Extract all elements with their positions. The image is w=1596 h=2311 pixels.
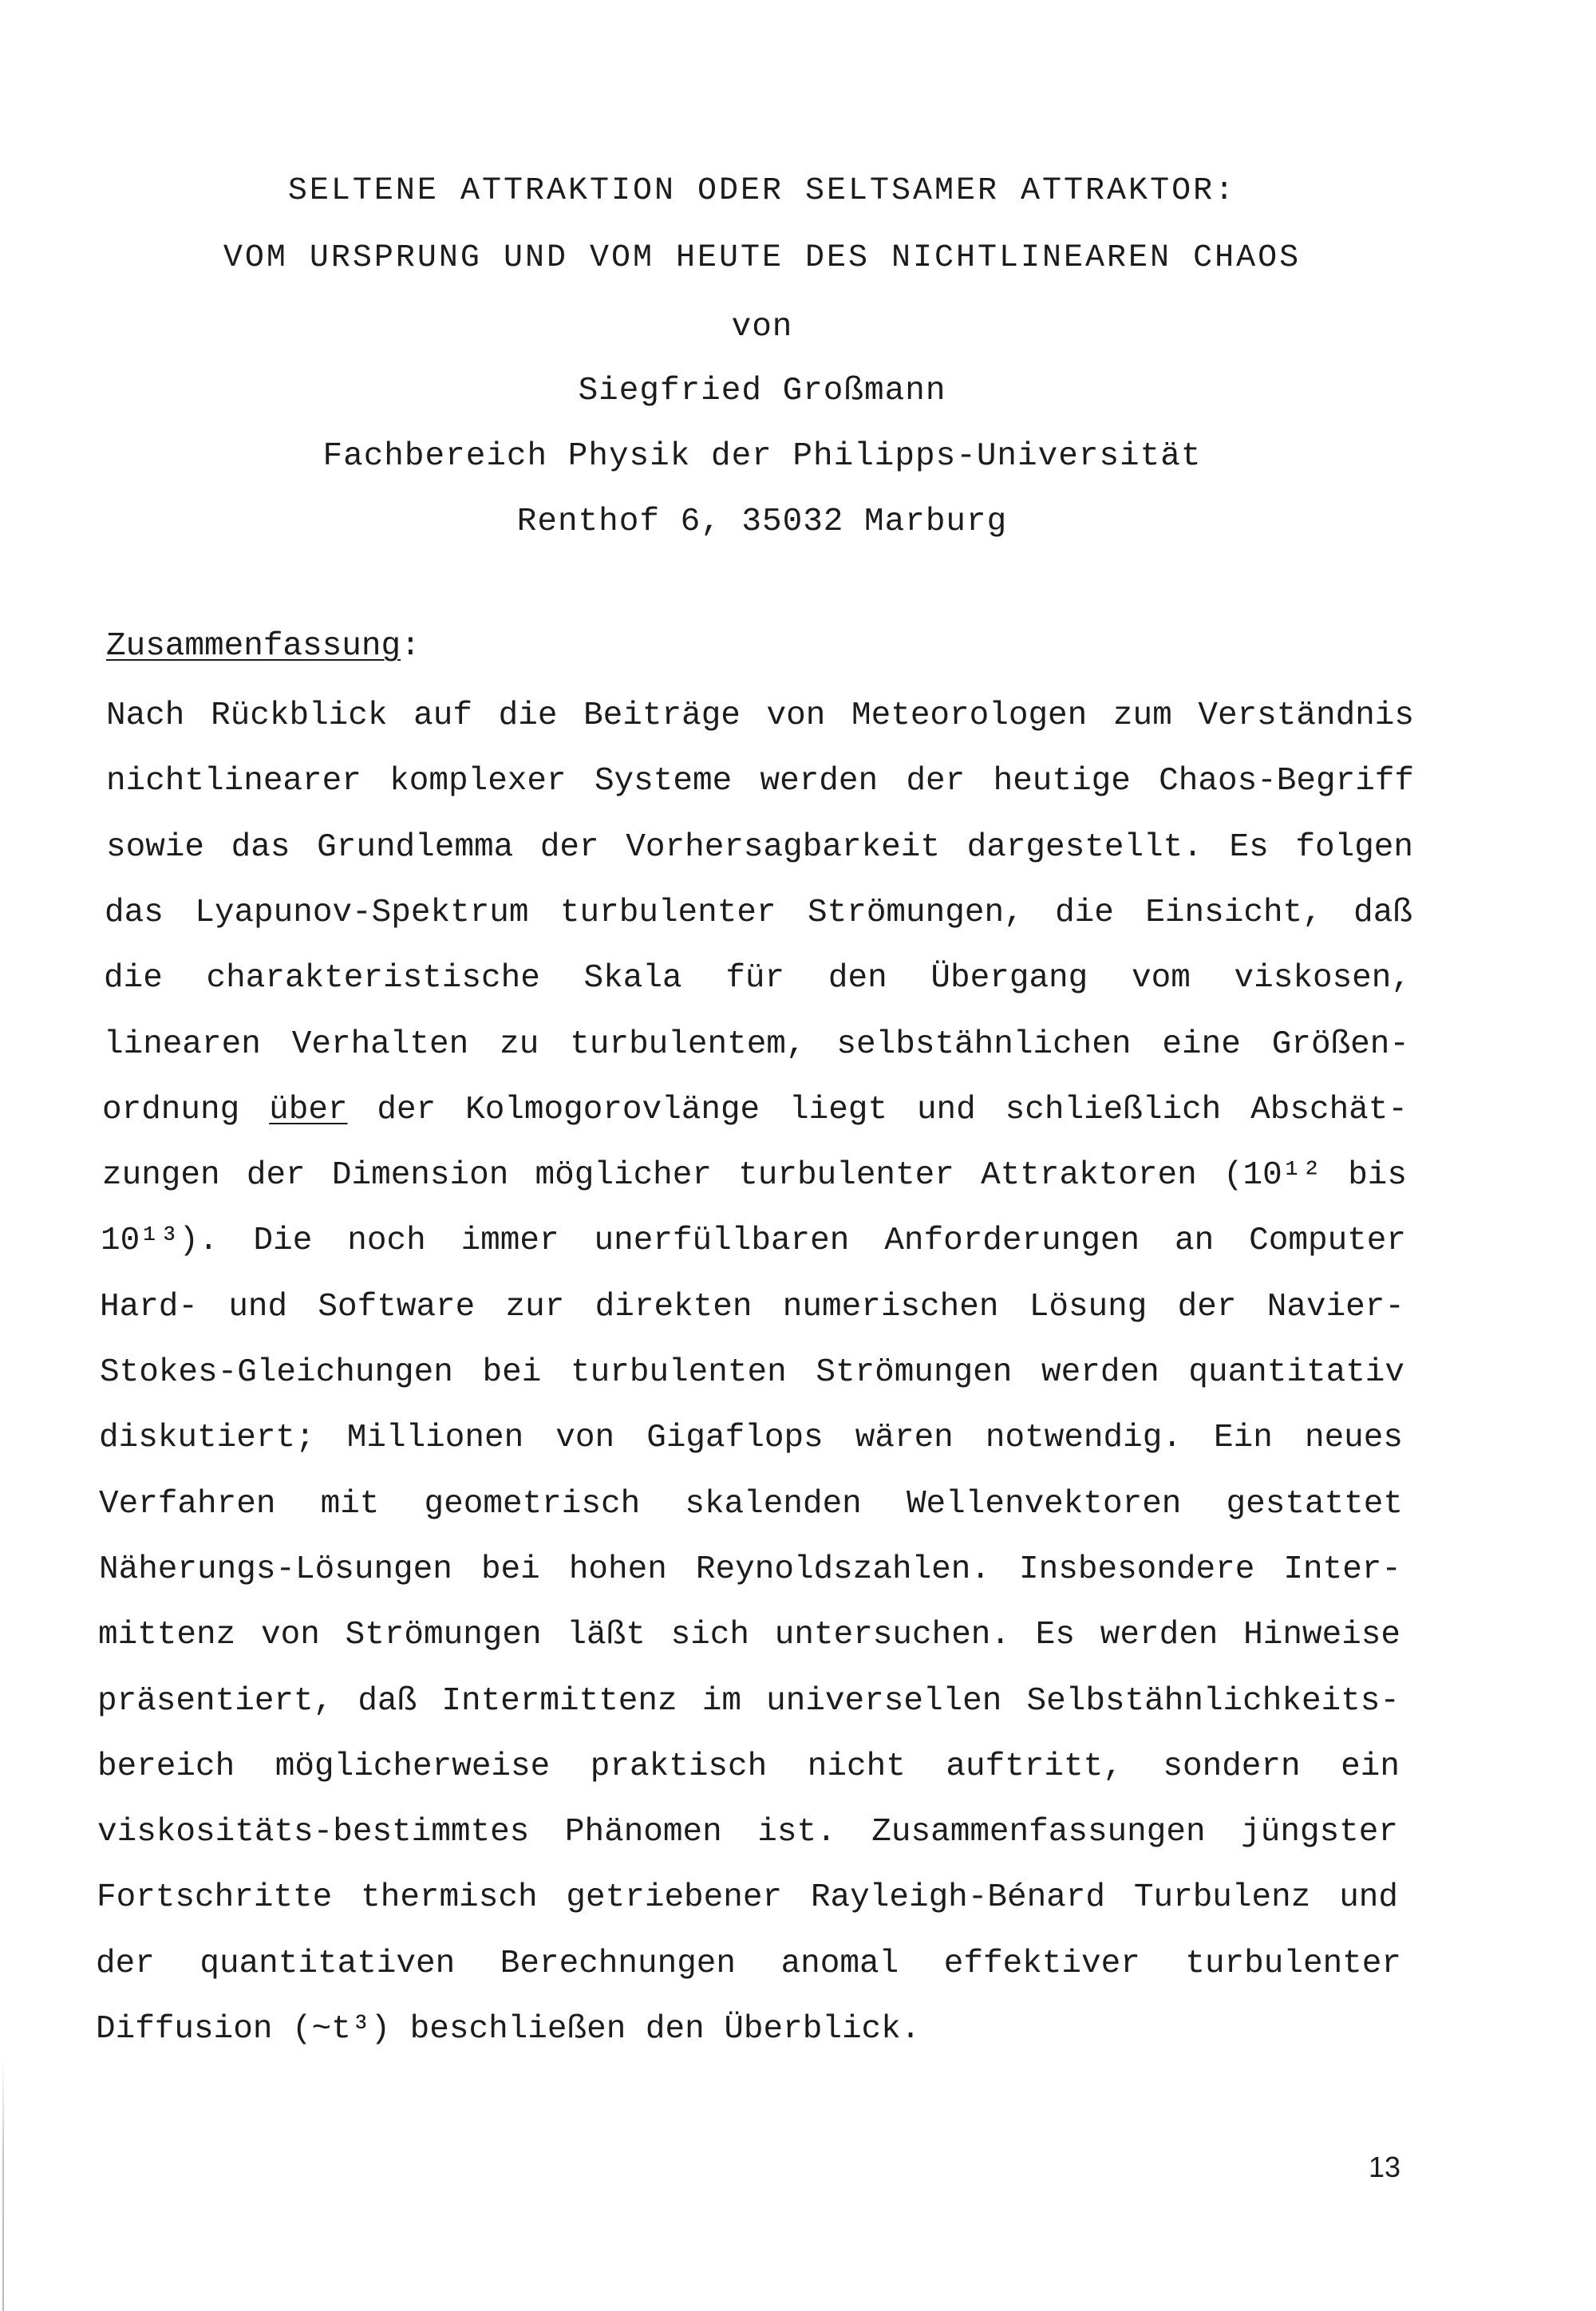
abstract-text-segment: ordnung [102,1092,270,1128]
abstract-line: präsentiert, daß Intermittenz im universellen Selbstähnlichkeits- [97,1683,1400,1720]
abstract-line: Verfahren mit geometrisch skalenden Wellenvektoren gestattet [99,1486,1403,1523]
section-heading-colon: : [401,628,421,665]
abstract-line: sowie das Grundlemma der Vorhersagbarkeit dargestellt. Es folgen [106,829,1413,866]
underlined-word: über [269,1092,348,1128]
abstract-line: linearen Verhalten zu turbulentem, selbstähnlichen eine Größen- [104,1026,1409,1063]
abstract-line: Nach Rückblick auf die Beiträge von Meteorologen zum Verständnis [106,697,1414,734]
title-line-2: VOM URSPRUNG UND VOM HEUTE DES NICHTLINEAREN CHAOS [223,240,1302,276]
abstract-line: diskutiert; Millionen von Gigaflops wären notwendig. Ein neues [99,1420,1403,1456]
abstract-line: der quantitativen Berechnungen anomal effektiver turbulenter [96,1946,1401,1982]
abstract-text-segment: der Kolmogorovlänge liegt und schließlich Abschät- [347,1092,1408,1128]
abstract-line: Näherungs-Lösungen bei hohen Reynoldszahlen. Insbesondere Inter- [99,1551,1401,1588]
page-number: 13 [1368,2151,1400,2183]
abstract-line: die charakteristische Skala für den Übergang vom viskosen, [104,960,1411,997]
section-heading-text: Zusammenfassung [106,628,401,665]
abstract-line: Stokes-Gleichungen bei turbulenten Strömungen werden quantitativ [100,1354,1404,1391]
scan-edge-mark [2,2059,4,2311]
section-heading [106,630,421,663]
abstract-line: Fortschritte thermisch getriebener Rayleigh-Bénard Turbulenz und [97,1879,1398,1916]
title-line-1: SELTENE ATTRAKTION ODER SELTSAMER ATTRAKTOR: [287,173,1237,209]
abstract-line: das Lyapunov-Spektrum turbulenter Strömungen, die Einsicht, daß [105,895,1412,931]
byline: von [731,309,793,346]
abstract-line: Diffusion (~t³) beschließen den Überblick. [96,2011,921,2048]
abstract-line: nichtlinearer komplexer Systeme werden der heutige Chaos-Begriff [106,763,1414,800]
abstract-line [102,1090,1408,1130]
abstract-line: bereich möglicherweise praktisch nicht auftritt, sondern ein [97,1748,1400,1785]
abstract-line: viskositäts-bestimmtes Phänomen ist. Zusammenfassungen jüngster [97,1814,1398,1851]
abstract-line: zungen der Dimension möglicher turbulenter Attraktoren (10¹² bis [102,1157,1407,1194]
abstract-line: 10¹³). Die noch immer unerfüllbaren Anforderungen an Computer [101,1223,1406,1259]
author-name: Siegfried Großmann [578,373,946,409]
address: Renthof 6, 35032 Marburg [516,504,1008,540]
abstract-line: Hard- und Software zur direkten numerischen Lösung der Navier- [100,1289,1404,1325]
abstract-line: mittenz von Strömungen läßt sich untersuchen. Es werden Hinweise [98,1617,1400,1653]
affiliation: Fachbereich Physik der Philipps-Universität [322,438,1202,475]
